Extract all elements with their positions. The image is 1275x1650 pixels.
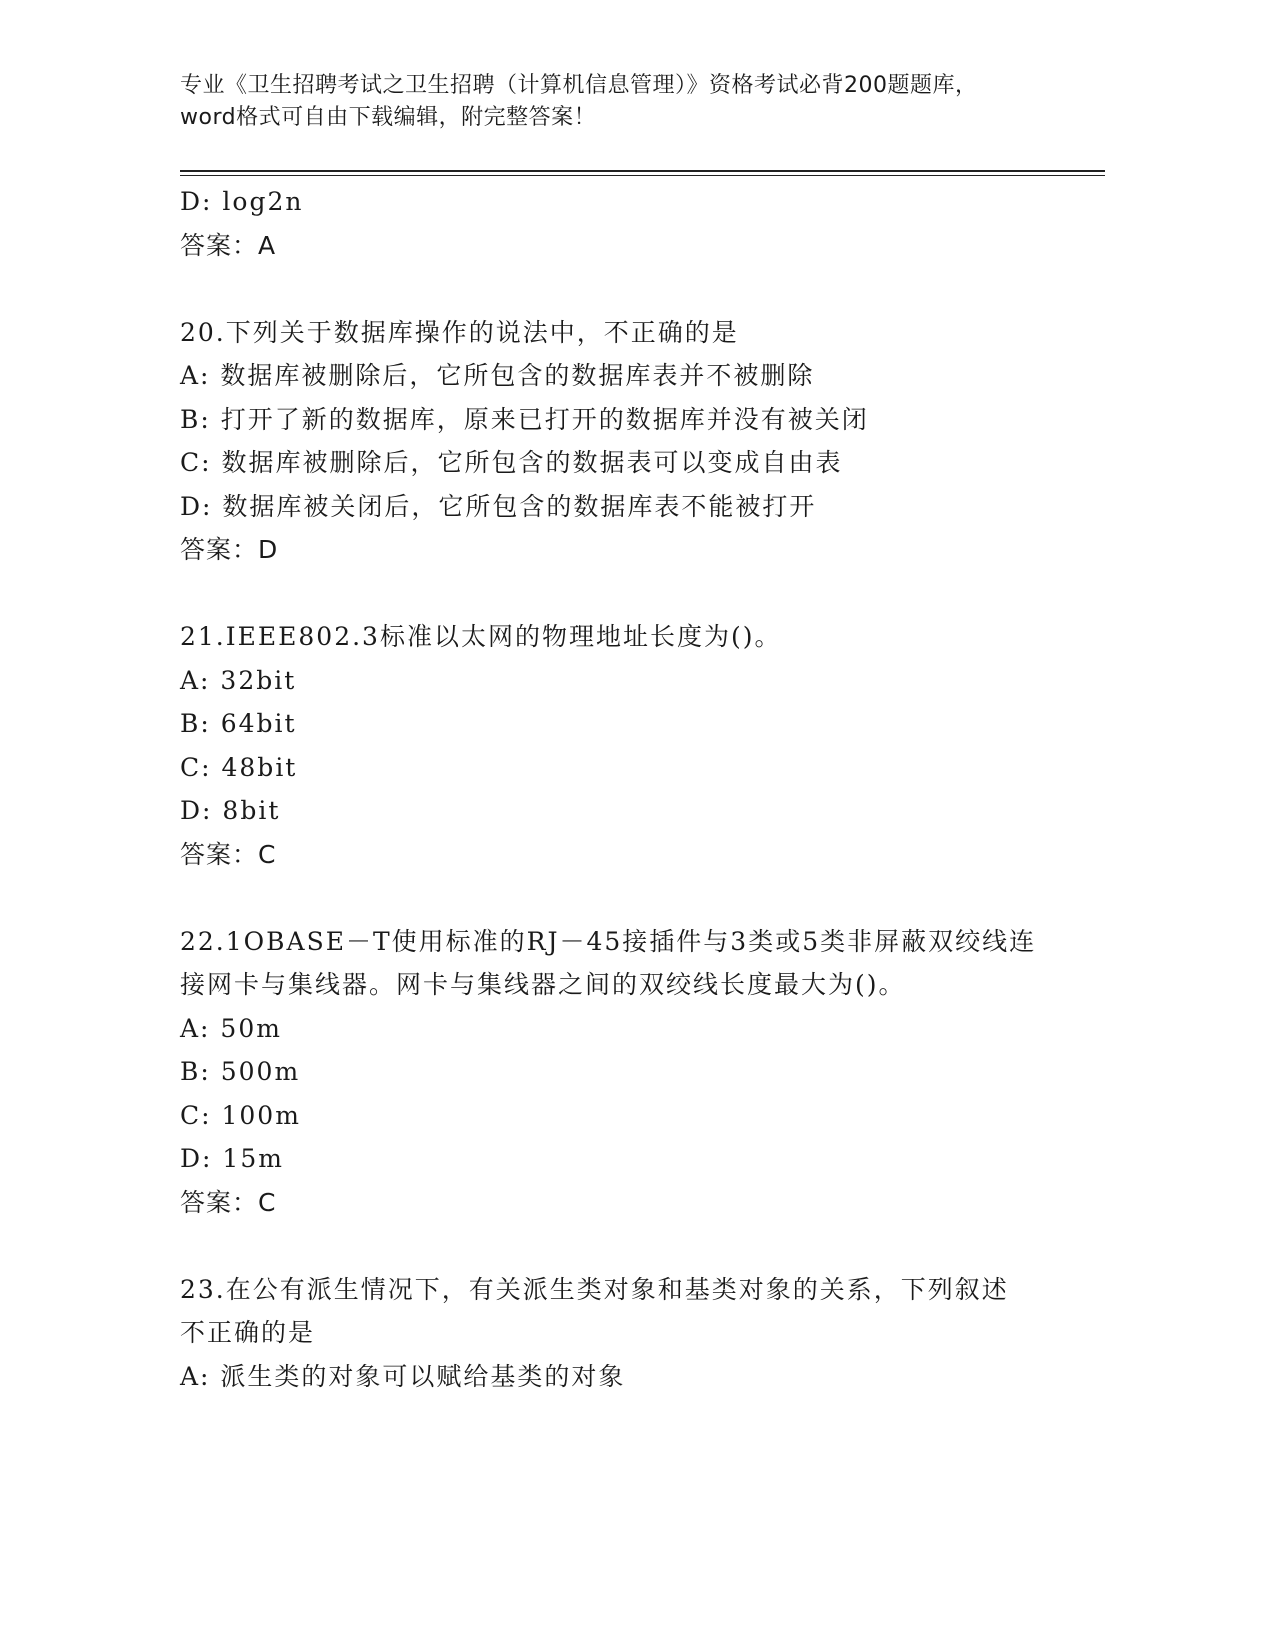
question-title: 20.下列关于数据库操作的说法中，不正确的是 (180, 317, 739, 347)
question-title-line-1: 22.1OBASE－T使用标准的RJ－45接插件与3类或5类非屏蔽双绞线连 (180, 926, 1037, 956)
question-23 (180, 1268, 1080, 1399)
question-20 (180, 311, 1080, 572)
question-title: 21.IEEE802.3标准以太网的物理地址长度为()。 (180, 622, 782, 651)
option-b: B: 64bit (180, 709, 297, 738)
option-c: C: 数据库被删除后，它所包含的数据表可以变成自由表 (180, 448, 843, 477)
spacer (180, 572, 1080, 616)
option-c: C: 48bit (180, 752, 298, 782)
option-a: A: 数据库被删除后，它所包含的数据库表并不被删除 (180, 361, 815, 390)
answer-line: 答案：C (180, 839, 277, 869)
document-header (180, 70, 1080, 134)
spacer (180, 1224, 1080, 1268)
option-b: B: 打开了新的数据库，原来已打开的数据库并没有被关闭 (180, 404, 869, 434)
question-22 (180, 920, 1080, 1225)
question-21 (180, 615, 1080, 876)
answer-line: 答案：C (180, 1187, 277, 1217)
option-d: D: 8bit (180, 796, 281, 825)
answer-line: 答案：D (180, 535, 279, 564)
option-a: A: 派生类的对象可以赋给基类的对象 (180, 1361, 626, 1391)
option-b: B: 500m (180, 1057, 301, 1086)
option-a: A: 32bit (180, 665, 297, 695)
option-d: D: 数据库被关闭后，它所包含的数据库表不能被打开 (180, 491, 817, 521)
option-d: D: log2n (180, 187, 304, 216)
header-line-2: word格式可自由下载编辑，附完整答案！ (180, 105, 597, 130)
header-line-1: 专业《卫生招聘考试之卫生招聘（计算机信息管理）》资格考试必背200题题库， (180, 73, 978, 98)
answer-line: 答案：A (180, 230, 277, 260)
question-title-line-2: 不正确的是 (180, 1318, 316, 1347)
header-rule-thick (180, 170, 1105, 172)
header-rule-thin (180, 175, 1105, 176)
spacer (180, 876, 1080, 920)
question-content (180, 180, 1080, 1398)
option-a: A: 50m (180, 1013, 282, 1043)
question-title-line-1: 23.在公有派生情况下，有关派生类对象和基类对象的关系，下列叙述 (180, 1274, 1009, 1304)
spacer (180, 267, 1080, 311)
option-c: C: 100m (180, 1100, 301, 1130)
option-d: D: 15m (180, 1144, 284, 1173)
question-title-line-2: 接网卡与集线器。网卡与集线器之间的双绞线长度最大为()。 (180, 970, 906, 999)
